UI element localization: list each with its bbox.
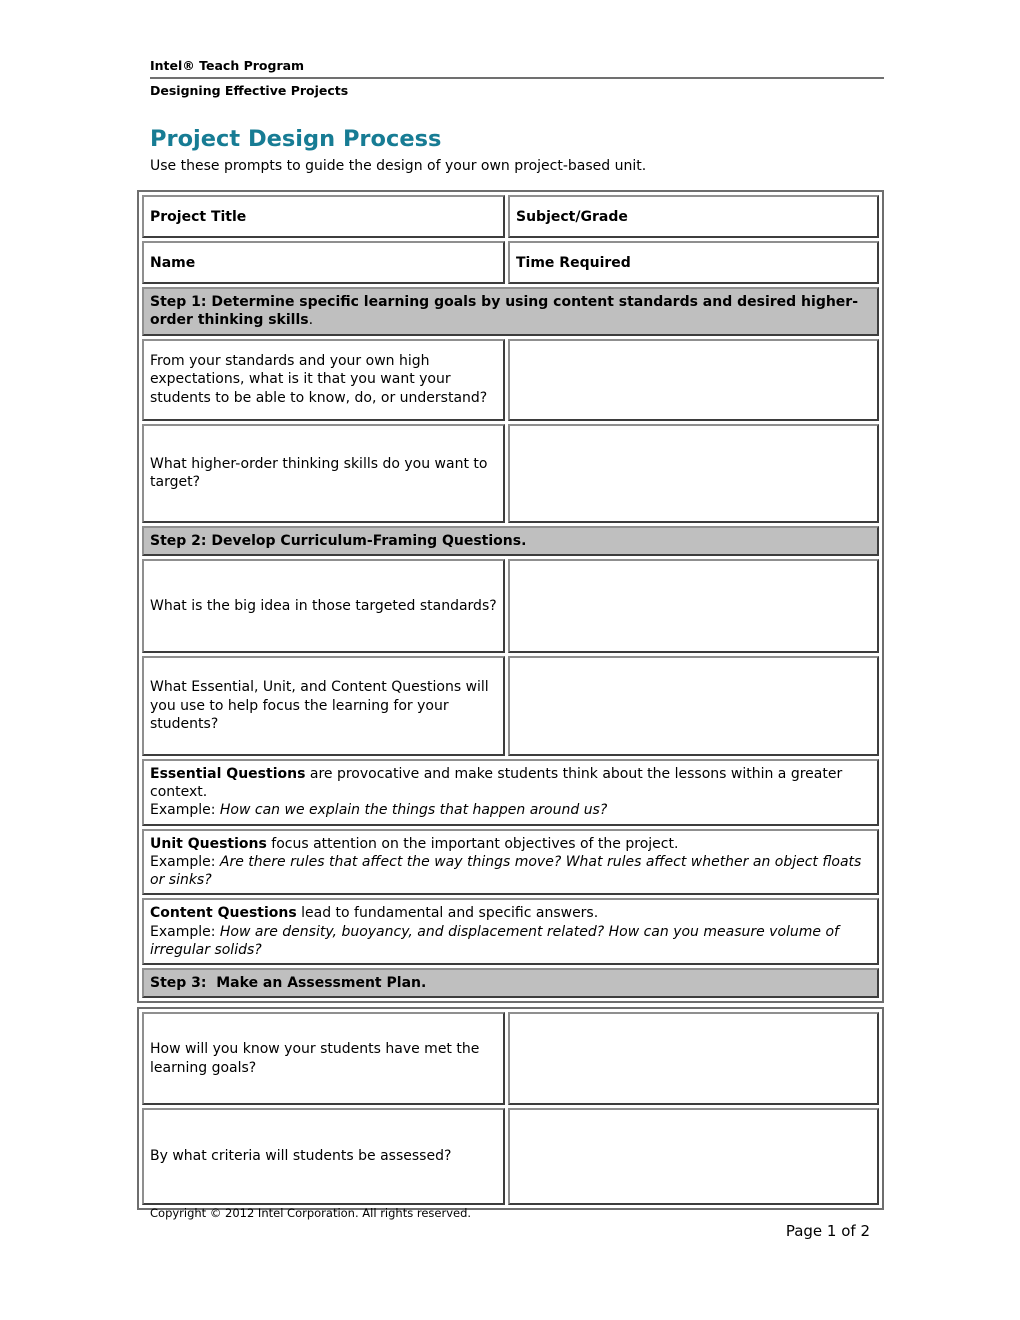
essential-questions-example: How can we explain the things that happen around us? <box>219 802 608 819</box>
essential-questions-cell <box>142 759 879 826</box>
page-title: Project Design Process <box>150 126 442 153</box>
content-questions-example: How are density, buoyancy, and displacement related? How can you measure volume of irregular solids? <box>150 923 839 958</box>
program-name: Intel® Teach Program <box>150 58 884 79</box>
table-row <box>142 339 879 421</box>
step3-heading: Step 3: Make an Assessment Plan. <box>150 974 427 991</box>
intro-text: Use these prompts to guide the design of your own project-based unit. <box>150 158 647 174</box>
unit-questions-example: Are there rules that affect the way things move? What rules affect whether an object floats or sinks? <box>150 853 862 889</box>
table-row <box>142 656 879 756</box>
assessment-table <box>137 1007 884 1210</box>
step3-answer2-cell[interactable] <box>508 1108 879 1205</box>
step3-question1-cell: How will you know your students have met the learning goals? <box>142 1012 505 1105</box>
table-row <box>142 759 879 826</box>
step2-question1-cell: What is the big idea in those targeted standards? <box>142 559 505 653</box>
table-row <box>142 287 879 335</box>
unit-questions-cell <box>142 829 879 896</box>
essential-questions-term: Essential Questions <box>150 765 306 782</box>
table-row <box>142 1012 879 1105</box>
step1-question1-cell: From your standards and your own high expectations, what is it that you want your students to be able to know, do, or understand? <box>142 339 505 421</box>
subject-grade-cell[interactable]: Subject/Grade <box>508 195 879 238</box>
step1-heading-cell <box>142 287 879 335</box>
unit-questions-term: Unit Questions <box>150 835 267 852</box>
form-table-wrapper <box>137 190 884 1210</box>
name-cell[interactable]: Name <box>142 241 505 284</box>
example-label: Example: <box>150 923 220 940</box>
content-questions-term: Content Questions <box>150 905 297 922</box>
table-row <box>142 559 879 653</box>
step3-answer1-cell[interactable] <box>508 1012 879 1105</box>
step1-answer2-cell[interactable] <box>508 424 879 523</box>
table-row <box>142 968 879 998</box>
table-row <box>142 195 879 238</box>
unit-questions-example-line <box>150 853 871 889</box>
step1-answer1-cell[interactable] <box>508 339 879 421</box>
table-row <box>142 526 879 556</box>
step2-heading-cell <box>142 526 879 556</box>
essential-questions-desc: are provocative and make students think about the lessons within a greater context. <box>150 765 843 801</box>
project-title-cell[interactable]: Project Title <box>142 195 505 238</box>
step2-question2-cell: What Essential, Unit, and Content Questions will you use to help focus the learning for your students? <box>142 656 505 756</box>
content-questions-desc: lead to fundamental and specific answers. <box>296 905 599 922</box>
example-label: Example: <box>150 853 220 870</box>
step2-heading: Step 2: Develop Curriculum-Framing Questions. <box>150 532 527 549</box>
table-row <box>142 424 879 523</box>
content-questions-example-line <box>150 923 871 959</box>
project-design-table <box>137 190 884 1003</box>
step1-question2-cell: What higher-order thinking skills do you want to target? <box>142 424 505 523</box>
table-row <box>142 829 879 896</box>
content-questions-cell <box>142 898 879 965</box>
doc-header <box>150 58 884 98</box>
step3-question2-cell: By what criteria will students be assessed? <box>142 1108 505 1205</box>
program-subtitle: Designing Effective Projects <box>150 82 349 98</box>
step1-heading: Step 1: Determine specific learning goals by using content standards and desired higher-order thinking skills <box>150 294 859 329</box>
document-content <box>150 58 884 1210</box>
table-row <box>142 241 879 284</box>
step3-heading-cell <box>142 968 879 998</box>
copyright-text: Copyright © 2012 Intel Corporation. All rights reserved. <box>150 1206 472 1220</box>
step2-answer1-cell[interactable] <box>508 559 879 653</box>
step1-heading-period: . <box>308 312 314 329</box>
step2-answer2-cell[interactable] <box>508 656 879 756</box>
example-label: Example: <box>150 802 220 819</box>
essential-questions-example-line <box>150 801 871 819</box>
unit-questions-desc: focus attention on the important objectives of the project. <box>266 835 679 852</box>
page-number: Page 1 of 2 <box>785 1222 870 1240</box>
table-row <box>142 1108 879 1205</box>
time-required-cell[interactable]: Time Required <box>508 241 879 284</box>
table-row <box>142 898 879 965</box>
